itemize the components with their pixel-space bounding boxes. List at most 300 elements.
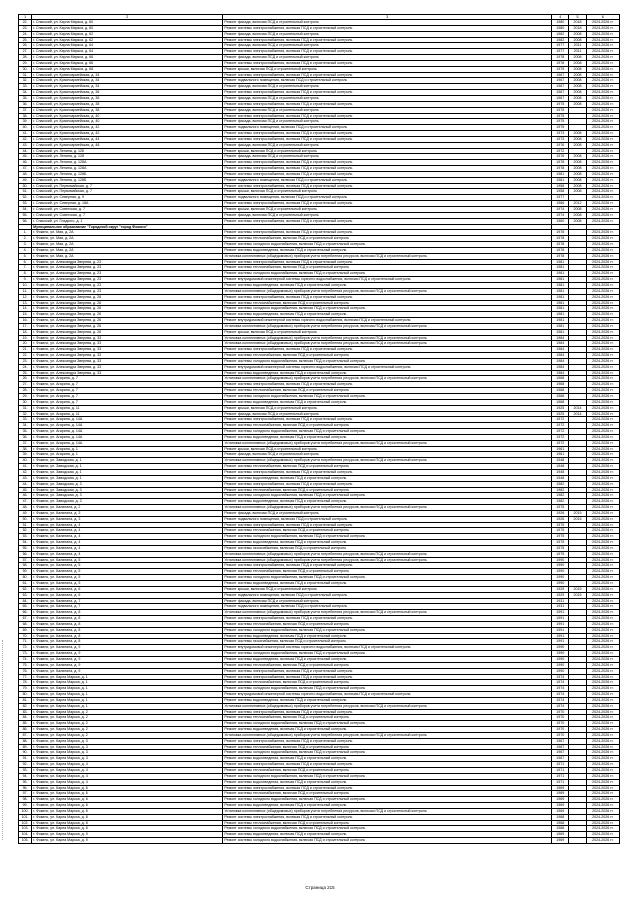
repair-period-cell: 2024-2026 гг. (586, 25, 619, 31)
year-built-cell: 1969 (552, 785, 569, 791)
address-cell: г. Фокино, ул. Калинина, д. 3 (32, 510, 223, 516)
row-number-cell: 23. (19, 358, 32, 364)
address-cell: г. Фокино, ул. Александра Зверева, д. 23 (32, 277, 223, 283)
year-built-cell: 1991 (552, 610, 569, 616)
work-type-cell: Ремонт системы теплоснабжения, включая ПСД и строительный контроль (223, 715, 552, 721)
address-cell: г. Фокино, ул. Агарина, д. 14А (32, 440, 223, 446)
year-built-cell: 1980 (552, 25, 569, 31)
work-type-cell: Ремонт системы электроснабжения, включая ПСД и строительный контроль (223, 668, 552, 674)
repair-period-cell: 2024-2026 гг. (586, 160, 619, 166)
row-number-cell: 20. (19, 341, 32, 347)
row-number-cell: 103. (19, 826, 32, 832)
address-cell: г. Фокино, ул. Карла Маркса, д. 2 (32, 721, 223, 727)
work-type-cell: Ремонт системы водоотведения, включая ПСД и строительный контроль (223, 434, 552, 440)
row-number-cell: 88. (19, 738, 32, 744)
address-cell: г. Фокино, ул. Калинина, д. 7 (32, 598, 223, 604)
address-cell: г. Фокино, ул. Карла Маркса, д. 2 (32, 715, 223, 721)
work-type-cell: Ремонт системы водоотведения, включая ПСД и строительный контроль (223, 399, 552, 405)
address-cell: г. Фокино, ул. Александра Зверева, д. 33 (32, 370, 223, 376)
work-type-cell: Ремонт подвального помещения, включая ПСД и строительный контроль (223, 592, 552, 598)
year-built-cell: 1967 (552, 750, 569, 756)
repair-period-cell: 2024-2026 гг. (586, 832, 619, 838)
address-cell: г. Фокино, ул. Мая, д. 2А (32, 230, 223, 236)
row-number-cell: 102. (19, 820, 32, 826)
repair-period-cell: 2024-2026 гг. (586, 358, 619, 364)
repair-period-cell: 2024-2026 гг. (586, 540, 619, 546)
year-built-cell: 1978 (552, 247, 569, 253)
year-built-cell: 1974 (552, 703, 569, 709)
year-built-cell: 1984 (552, 347, 569, 353)
row-number-cell: 99. (19, 803, 32, 809)
year-built-cell: 1978 (552, 160, 569, 166)
repair-period-cell: 2024-2026 гг. (586, 680, 619, 686)
year-last-repair-cell: 2008 (569, 154, 586, 160)
work-type-cell: Ремонт крыши, включая ПСД и строительный контроль (223, 329, 552, 335)
work-type-cell: Ремонт системы водоотведения, включая ПСД и строительный контроль (223, 727, 552, 733)
row-number-cell: 23. (19, 25, 32, 31)
year-built-cell: 1984 (552, 370, 569, 376)
year-built-cell: 1975 (552, 119, 569, 125)
repair-period-cell: 2024-2026 гг. (586, 242, 619, 248)
repair-period-cell: 2024-2026 гг. (586, 136, 619, 142)
row-number-cell: 28. (19, 55, 32, 61)
work-type-cell: Ремонт крыши, включая ПСД и строительный контроль (223, 189, 552, 195)
work-type-cell: Ремонт системы холодного водоснабжения, включая ПСД и строительный контроль (223, 358, 552, 364)
row-number-cell: 26. (19, 376, 32, 382)
address-cell: г. Спасский, ул. Красноармейская, д. 42 (32, 125, 223, 131)
repair-period-cell: 2024-2026 гг. (586, 651, 619, 657)
work-type-cell: Ремонт системы электроснабжения, включая ПСД и строительный контроль (223, 347, 552, 353)
repair-period-cell: 2024-2026 гг. (586, 674, 619, 680)
year-built-cell: 1960 (552, 218, 569, 224)
address-cell: г. Фокино, ул. Карла Маркса, д. 8 (32, 814, 223, 820)
row-number-cell: 101. (19, 814, 32, 820)
work-type-cell: Ремонт внутридомовой инженерной системы горячего водоснабжения, включая ПСД и строительный контроль (223, 318, 552, 324)
address-cell: г. Фокино, ул. Калинина, д. 8 (32, 616, 223, 622)
repair-period-cell: 2024-2026 гг. (586, 306, 619, 312)
row-number-cell: 41. (19, 464, 32, 470)
address-cell: г. Фокино, ул. Карла Маркса, д. 6 (32, 785, 223, 791)
repair-period-cell: 2024-2026 гг. (586, 493, 619, 499)
row-number-cell: 89. (19, 744, 32, 750)
year-built-cell: 1948 (552, 464, 569, 470)
repair-period-cell: 2024-2026 гг. (586, 113, 619, 119)
address-cell: г. Спасский, ул. Ленина, д. 128А (32, 160, 223, 166)
work-type-cell: Ремонт системы электроснабжения, включая ПСД и строительный контроль (223, 469, 552, 475)
year-built-cell: 1968 (552, 820, 569, 826)
row-number-cell: 55. (19, 545, 32, 551)
year-last-repair-cell: 2008 (569, 66, 586, 72)
repair-period-cell: 2024-2026 гг. (586, 405, 619, 411)
year-built-cell: 1974 (552, 207, 569, 213)
row-number-cell: 35. (19, 95, 32, 101)
year-last-repair-cell: 2011 (569, 43, 586, 49)
address-cell: г. Фокино, ул. Заводская, д. 3 (32, 493, 223, 499)
repair-period-cell: 2024-2026 гг. (586, 142, 619, 148)
row-number-cell: 68. (19, 621, 32, 627)
row-number-cell: 51. (19, 522, 32, 528)
row-number-cell: 34. (19, 423, 32, 429)
repair-period-cell: 2024-2026 гг. (586, 265, 619, 271)
address-cell: г. Фокино, ул. Карла Маркса, д. 8 (32, 826, 223, 832)
work-type-cell: Ремонт фасада, включая ПСД и строительный контроль (223, 510, 552, 516)
year-last-repair-cell: 2008 (569, 101, 586, 107)
row-number-cell: 47. (19, 499, 32, 505)
year-last-repair-cell: 2008 (569, 84, 586, 90)
address-cell: г. Спасский, ул. Карла Маркса, д. 64 (32, 49, 223, 55)
year-built-cell: 1969 (552, 797, 569, 803)
row-number-cell: 32. (19, 411, 32, 417)
repair-period-cell: 2024-2026 гг. (586, 516, 619, 522)
address-cell: г. Фокино, ул. Заводская, д. 3 (32, 481, 223, 487)
year-built-cell: 1970 (552, 715, 569, 721)
year-built-cell: 1967 (552, 72, 569, 78)
address-cell: г. Спасский, ул. Красноармейская, д. 34 (32, 84, 223, 90)
row-number-cell: 8. (19, 271, 32, 277)
year-built-cell: 1970 (552, 709, 569, 715)
repair-period-cell: 2024-2026 гг. (586, 803, 619, 809)
repair-period-cell: 2024-2026 гг. (586, 423, 619, 429)
work-type-cell: Установка коллективных (общедомовых) приборов учета потребления ресурсов, включая ПСД и строительный контроль (223, 703, 552, 709)
year-built-cell: 1990 (552, 668, 569, 674)
repair-period-cell: 2024-2026 гг. (586, 323, 619, 329)
address-cell: г. Фокино, ул. Калинина, д. 3 (32, 516, 223, 522)
repair-period-cell: 2024-2026 гг. (586, 154, 619, 160)
year-last-repair-cell: 2011 (569, 49, 586, 55)
work-type-cell: Ремонт системы холодного водоснабжения, включая ПСД и строительный контроль (223, 627, 552, 633)
row-number-cell: 4. (19, 247, 32, 253)
row-number-cell: 46. (19, 493, 32, 499)
row-number-cell: 71. (19, 639, 32, 645)
address-cell: г. Спасский, ул. Ленина, д. 128Б (32, 177, 223, 183)
address-cell: г. Спасский, ул. Карла Маркса, д. 66 (32, 60, 223, 66)
year-built-cell: 1969 (552, 832, 569, 838)
year-built-cell: 1981 (552, 282, 569, 288)
address-cell: г. Фокино, ул. Заводская, д. 3 (32, 487, 223, 493)
address-cell: г. Фокино, ул. Карла Маркса, д. 1 (32, 686, 223, 692)
year-built-cell: 1981 (552, 306, 569, 312)
year-last-repair-cell: 2008 (569, 166, 586, 172)
repair-period-cell: 2024-2026 гг. (586, 218, 619, 224)
year-built-cell: 1980 (552, 20, 569, 26)
address-cell: г. Спасский, ул. Красноармейская, д. 36 (32, 90, 223, 96)
work-type-cell: Ремонт системы электроснабжения, включая ПСД и строительный контроль (223, 166, 552, 172)
year-last-repair-cell: 2008 (569, 136, 586, 142)
repair-period-cell: 2024-2026 гг. (586, 604, 619, 610)
row-number-cell: 42. (19, 469, 32, 475)
address-cell: г. Спасский, ул. Гладкого, д. 1 (32, 218, 223, 224)
address-cell: г. Фокино, ул. Карла Маркса, д. 8 (32, 820, 223, 826)
address-cell: г. Спасский, ул. Карла Маркса, д. 66 (32, 55, 223, 61)
work-type-cell: Ремонт системы теплоснабжения, включая ПСД и строительный контроль (223, 662, 552, 668)
year-built-cell: 1982 (552, 31, 569, 37)
repair-period-cell: 2024-2026 гг. (586, 60, 619, 66)
work-type-cell: Ремонт системы электроснабжения, включая ПСД и строительный контроль (223, 171, 552, 177)
year-built-cell: 1926 (552, 516, 569, 522)
repair-period-cell: 2024-2026 гг. (586, 528, 619, 534)
repair-period-cell: 2024-2026 гг. (586, 838, 619, 844)
year-built-cell: 1931 (552, 598, 569, 604)
repair-period-cell: 2024-2026 гг. (586, 212, 619, 218)
work-type-cell: Ремонт системы холодного водоснабжения, включая ПСД и строительный контроль (223, 826, 552, 832)
repair-period-cell: 2024-2026 гг. (586, 452, 619, 458)
address-cell: г. Фокино, ул. Карла Маркса, д. 4 (32, 779, 223, 785)
repair-period-cell: 2024-2026 гг. (586, 107, 619, 113)
address-cell: г. Фокино, ул. Калинина, д. 8 (32, 621, 223, 627)
work-type-cell: Ремонт системы теплоснабжения, включая ПСД и строительный контроль (223, 423, 552, 429)
repair-period-cell: 2024-2026 гг. (586, 505, 619, 511)
work-type-cell: Установка коллективных (общедомовых) приборов учета потребления ресурсов, включая ПСД и строительный контроль (223, 288, 552, 294)
work-type-cell: Установка коллективных (общедомовых) приборов учета потребления ресурсов, включая ПСД и строительный контроль (223, 557, 552, 563)
year-built-cell: 1978 (552, 230, 569, 236)
year-built-cell: 1971 (552, 779, 569, 785)
work-type-cell: Ремонт системы теплоснабжения, включая ПСД и строительный контроль (223, 464, 552, 470)
year-built-cell: 1982 (552, 37, 569, 43)
row-number-cell: 55. (19, 212, 32, 218)
row-number-cell: 34. (19, 90, 32, 96)
address-cell: г. Фокино, ул. Александра Зверева, д. 26 (32, 323, 223, 329)
row-number-cell: 60. (19, 575, 32, 581)
year-built-cell: 1984 (552, 364, 569, 370)
address-cell: г. Фокино, ул. Карла Маркса, д. 9 (32, 832, 223, 838)
address-cell: г. Спасский, ул. Карла Маркса, д. 62 (32, 31, 223, 37)
address-cell: г. Фокино, ул. Калинина, д. 8 (32, 639, 223, 645)
work-type-cell: Ремонт системы электроснабжения, включая ПСД и строительный контроль (223, 113, 552, 119)
year-built-cell: 1982 (552, 487, 569, 493)
address-cell: г. Фокино, ул. Калинина, д. 5 (32, 575, 223, 581)
address-cell: г. Спасский, ул. Ленина, д. 128А (32, 166, 223, 172)
year-built-cell: 1961 (552, 452, 569, 458)
repair-period-cell: 2024-2026 гг. (586, 201, 619, 207)
year-built-cell: 1972 (552, 148, 569, 154)
address-cell: г. Фокино, ул. Карла Маркса, д. 4 (32, 773, 223, 779)
address-cell: г. Фокино, ул. Калинина, д. 9 (32, 651, 223, 657)
column-number: 4 (552, 15, 569, 20)
work-type-cell: Ремонт системы электроснабжения, включая ПСД и строительный контроль (223, 616, 552, 622)
year-built-cell: 1968 (552, 382, 569, 388)
year-built-cell: 1981 (552, 265, 569, 271)
repair-period-cell: 2024-2026 гг. (586, 762, 619, 768)
repair-period-cell: 2024-2026 гг. (586, 31, 619, 37)
address-cell: г. Фокино, ул. Александра Зверева, д. 33 (32, 364, 223, 370)
repair-period-cell: 2024-2026 гг. (586, 598, 619, 604)
year-built-cell: 1990 (552, 662, 569, 668)
address-cell: г. Фокино, ул. Заводская, д. 1 (32, 475, 223, 481)
address-cell: г. Фокино, ул. Агарина, д. 14А (32, 423, 223, 429)
repair-period-cell: 2024-2026 гг. (586, 744, 619, 750)
address-cell: г. Фокино, ул. Калинина, д. 4 (32, 534, 223, 540)
address-cell: г. Фокино, ул. Александра Зверева, д. 26 (32, 329, 223, 335)
work-type-cell: Ремонт системы электроснабжения, включая ПСД и строительный контроль (223, 382, 552, 388)
year-built-cell: 1984 (552, 341, 569, 347)
year-built-cell: 1981 (552, 312, 569, 318)
year-built-cell: 1990 (552, 651, 569, 657)
repair-period-cell: 2024-2026 гг. (586, 709, 619, 715)
year-built-cell: 1990 (552, 645, 569, 651)
year-built-cell: 1984 (552, 353, 569, 359)
work-type-cell: Ремонт системы электроснабжения, включая ПСД и строительный контроль (223, 762, 552, 768)
year-built-cell: 1929 (552, 586, 569, 592)
row-number-cell: 37. (19, 107, 32, 113)
work-type-cell: Ремонт крыши, включая ПСД и строительный контроль (223, 405, 552, 411)
address-cell: г. Спасский, ул. Советская, д. 7 (32, 207, 223, 213)
repair-period-cell: 2024-2026 гг. (586, 750, 619, 756)
work-type-cell: Ремонт системы водоотведения, включая ПСД и строительный контроль (223, 475, 552, 481)
address-cell: г. Фокино, ул. Заводская, д. 1 (32, 469, 223, 475)
repair-period-cell: 2024-2026 гг. (586, 318, 619, 324)
row-number-cell: 40. (19, 125, 32, 131)
year-last-repair-cell: 2008 (569, 177, 586, 183)
repair-period-cell: 2024-2026 гг. (586, 610, 619, 616)
work-type-cell: Установка коллективных (общедомовых) приборов учета потребления ресурсов, включая ПСД и строительный контроль (223, 505, 552, 511)
work-type-cell: Ремонт системы холодного водоснабжения, включая ПСД и строительный контроль (223, 394, 552, 400)
row-number-cell: 44. (19, 481, 32, 487)
work-type-cell: Ремонт системы электроснабжения, включая ПСД и строительный контроль (223, 60, 552, 66)
work-type-cell: Ремонт системы электроснабжения, включая ПСД и строительный контроль (223, 417, 552, 423)
address-cell: г. Фокино, ул. Калинина, д. 8 (32, 633, 223, 639)
year-built-cell: 1974 (552, 674, 569, 680)
repair-period-cell: 2024-2026 гг. (586, 721, 619, 727)
row-number-cell: 77. (19, 674, 32, 680)
row-number-cell: 76. (19, 668, 32, 674)
work-type-cell: Ремонт крыши, включая ПСД и строительный контроль (223, 586, 552, 592)
work-type-cell: Ремонт системы электроснабжения, включая ПСД и строительный контроль (223, 201, 552, 207)
year-built-cell: 1969 (552, 791, 569, 797)
work-type-cell: Ремонт системы теплоснабжения, включая ПСД и строительный контроль (223, 621, 552, 627)
address-cell: г. Фокино, ул. Александра Зверева, д. 23 (32, 282, 223, 288)
row-number-cell: 74. (19, 656, 32, 662)
repair-period-cell: 2024-2026 гг. (586, 259, 619, 265)
year-built-cell: 1975 (552, 534, 569, 540)
work-type-cell: Установка коллективных (общедомовых) приборов учета потребления ресурсов, включая ПСД и строительный контроль (223, 253, 552, 259)
row-number-cell: 84. (19, 715, 32, 721)
address-cell: г. Фокино, ул. Александра Зверева, д. 23 (32, 288, 223, 294)
row-number-cell: 27. (19, 382, 32, 388)
work-type-cell: Ремонт системы электроснабжения, включая ПСД и строительный контроль (223, 49, 552, 55)
address-cell: г. Фокино, ул. Агарина, д. 1 (32, 446, 223, 452)
repair-period-cell: 2024-2026 гг. (586, 341, 619, 347)
year-built-cell: 1990 (552, 581, 569, 587)
address-cell: г. Фокино, ул. Агарина, д. 14А (32, 434, 223, 440)
address-cell: г. Фокино, ул. Карла Маркса, д. 3 (32, 738, 223, 744)
work-type-cell: Ремонт фасада, включая ПСД и строительный контроль (223, 142, 552, 148)
address-cell: г. Фокино, ул. Агарина, д. 7 (32, 394, 223, 400)
year-last-repair-cell: 2008 (569, 55, 586, 61)
address-cell: г. Фокино, ул. Карла Маркса, д. 3 (32, 750, 223, 756)
year-built-cell: 1981 (552, 318, 569, 324)
repair-period-cell: 2024-2026 гг. (586, 131, 619, 137)
address-cell: г. Фокино, ул. Карла Маркса, д. 1 (32, 680, 223, 686)
address-cell: г. Фокино, ул. Карла Маркса, д. 9 (32, 838, 223, 844)
address-cell: г. Фокино, ул. Калинина, д. 4 (32, 551, 223, 557)
year-built-cell: 1974 (552, 697, 569, 703)
row-number-cell: 49. (19, 177, 32, 183)
repair-period-cell: 2024-2026 гг. (586, 756, 619, 762)
address-cell: г. Фокино, ул. Калинина, д. 9 (32, 656, 223, 662)
work-type-cell: Ремонт системы холодного водоснабжения, включая ПСД и строительный контроль (223, 271, 552, 277)
year-built-cell: 1991 (552, 627, 569, 633)
repair-period-cell: 2024-2026 гг. (586, 382, 619, 388)
address-cell: г. Фокино, ул. Александра Зверева, д. 23 (32, 259, 223, 265)
address-cell: г. Фокино, ул. Калинина, д. 5 (32, 563, 223, 569)
year-built-cell: 1975 (552, 540, 569, 546)
year-built-cell: 1972 (552, 423, 569, 429)
repair-period-cell: 2024-2026 гг. (586, 621, 619, 627)
address-cell: г. Фокино, ул. Александра Зверева, д. 26 (32, 306, 223, 312)
repair-period-cell: 2024-2026 гг. (586, 183, 619, 189)
repair-period-cell: 2024-2026 гг. (586, 364, 619, 370)
row-number-cell: 32. (19, 78, 32, 84)
year-built-cell: 1981 (552, 271, 569, 277)
row-number-cell: 37. (19, 440, 32, 446)
page-edge-mark (2, 640, 9, 840)
year-last-repair-cell: 2008 (569, 131, 586, 137)
year-built-cell: 1977 (552, 49, 569, 55)
row-number-cell: 93. (19, 768, 32, 774)
repair-period-cell: 2024-2026 гг. (586, 692, 619, 698)
row-number-cell: 38. (19, 446, 32, 452)
year-last-repair-cell: 2008 (569, 142, 586, 148)
repair-period-cell: 2024-2026 гг. (586, 417, 619, 423)
address-cell: г. Фокино, ул. Калинина, д. 6 (32, 586, 223, 592)
address-cell: г. Спасский, ул. Карла Маркса, д. 60 (32, 25, 223, 31)
year-built-cell: 1973 (552, 136, 569, 142)
work-type-cell: Ремонт крыши, включая ПСД и строительный контроль (223, 148, 552, 154)
row-number-cell: 30. (19, 66, 32, 72)
address-cell: г. Спасский, ул. Ленина, д. 126 (32, 148, 223, 154)
row-number-cell: 31. (19, 72, 32, 78)
repair-period-cell: 2024-2026 гг. (586, 207, 619, 213)
work-type-cell: Ремонт системы холодного водоснабжения, включая ПСД и строительный контроль (223, 686, 552, 692)
work-type-cell: Ремонт системы электроснабжения, включая ПСД и строительный контроль (223, 131, 552, 137)
year-built-cell: 1978 (552, 253, 569, 259)
row-number-cell: 49. (19, 510, 32, 516)
address-cell: г. Фокино, ул. Калинина, д. 6 (32, 592, 223, 598)
row-number-cell: 27. (19, 49, 32, 55)
row-number-cell: 39. (19, 119, 32, 125)
row-number-cell: 85. (19, 721, 32, 727)
row-number-cell: 1. (19, 230, 32, 236)
work-type-cell: Ремонт системы электроснабжения, включая ПСД и строительный контроль (223, 785, 552, 791)
year-built-cell: 1990 (552, 563, 569, 569)
year-last-repair-cell: 2015 (569, 592, 586, 598)
row-number-cell: 61. (19, 581, 32, 587)
address-cell: г. Фокино, ул. Карла Маркса, д. 3 (32, 756, 223, 762)
row-number-cell: 33. (19, 417, 32, 423)
year-last-repair-cell: 2008 (569, 78, 586, 84)
address-cell: г. Спасский, ул. Советская, д. 7 (32, 212, 223, 218)
repair-period-cell: 2024-2026 гг. (586, 376, 619, 382)
repair-period-cell: 2024-2026 гг. (586, 703, 619, 709)
repair-period-cell: 2024-2026 гг. (586, 95, 619, 101)
row-number-cell: 6. (19, 259, 32, 265)
repair-period-cell: 2024-2026 гг. (586, 715, 619, 721)
repair-period-cell: 2024-2026 гг. (586, 697, 619, 703)
repair-period-cell: 2024-2026 гг. (586, 43, 619, 49)
address-cell: г. Фокино, ул. Калинина, д. 8 (32, 627, 223, 633)
year-built-cell: 1972 (552, 434, 569, 440)
work-type-cell: Ремонт системы водоотведения, включая ПСД и строительный контроль (223, 370, 552, 376)
repair-period-cell: 2024-2026 гг. (586, 768, 619, 774)
address-cell: г. Фокино, ул. Калинина, д. 5 (32, 581, 223, 587)
work-type-cell: Ремонт внутридомовой инженерной системы горячего водоснабжения, включая ПСД и строительный контроль (223, 692, 552, 698)
year-built-cell: 1958 (552, 189, 569, 195)
row-number-cell: 87. (19, 732, 32, 738)
column-number: 2 (32, 15, 223, 20)
year-built-cell: 1972 (552, 417, 569, 423)
work-type-cell: Ремонт фасада, включая ПСД и строительный контроль (223, 119, 552, 125)
year-built-cell: 1984 (552, 335, 569, 341)
